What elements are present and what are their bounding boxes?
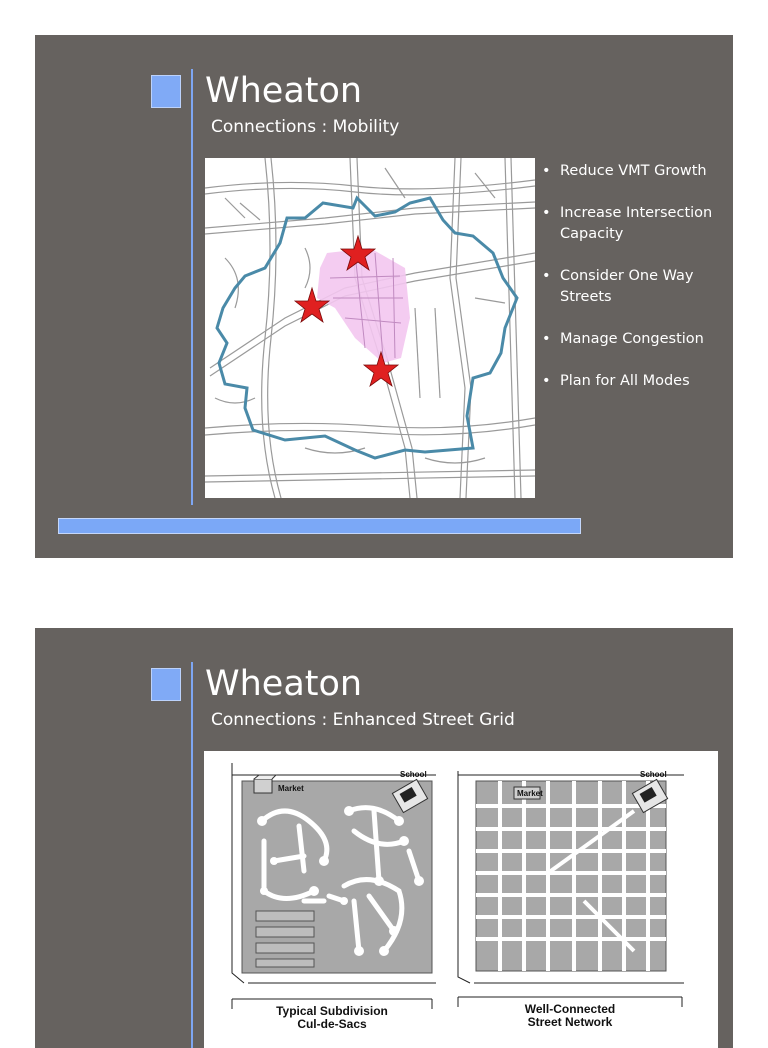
- bullet-item: • Increase Intersection Capacity: [542, 205, 713, 242]
- street-map-graphic: [205, 158, 535, 498]
- title-divider-line: [191, 69, 193, 505]
- market-label: Market: [278, 784, 304, 793]
- network-caption-line2: Street Network: [527, 1015, 613, 1029]
- slide-title: Wheaton: [205, 664, 363, 704]
- slide-subtitle: Connections : Mobility: [211, 117, 400, 137]
- connected-network-diagram: [458, 770, 684, 1029]
- bullet-list: [540, 161, 730, 413]
- bullet-item: • Consider One Way Streets: [542, 268, 694, 305]
- school-label: School: [400, 770, 427, 779]
- cul-de-sac-caption-line1: Typical Subdivision: [276, 1004, 388, 1018]
- title-square-marker: [151, 668, 181, 701]
- slide-street-grid: [35, 628, 733, 1048]
- slide-subtitle: Connections : Enhanced Street Grid: [211, 710, 515, 730]
- school-label: School: [640, 770, 667, 779]
- bullet-item: • Manage Congestion: [542, 331, 704, 347]
- cul-de-sac-diagram: [232, 763, 436, 1031]
- slide-mobility: [35, 35, 733, 558]
- cul-de-sac-caption-line2: Cul-de-Sacs: [297, 1017, 367, 1031]
- market-label: Market: [517, 789, 543, 798]
- street-grid-comparison-figure: [204, 751, 718, 1048]
- bullet-item: • Plan for All Modes: [542, 373, 690, 389]
- title-square-marker: [151, 75, 181, 108]
- footer-accent-bar: [58, 518, 581, 534]
- bullet-item: • Reduce VMT Growth: [542, 163, 707, 179]
- slide-title: Wheaton: [205, 71, 363, 111]
- wheaton-street-map: [205, 158, 535, 498]
- title-divider-line: [191, 662, 193, 1048]
- network-caption-line1: Well-Connected: [524, 1002, 616, 1016]
